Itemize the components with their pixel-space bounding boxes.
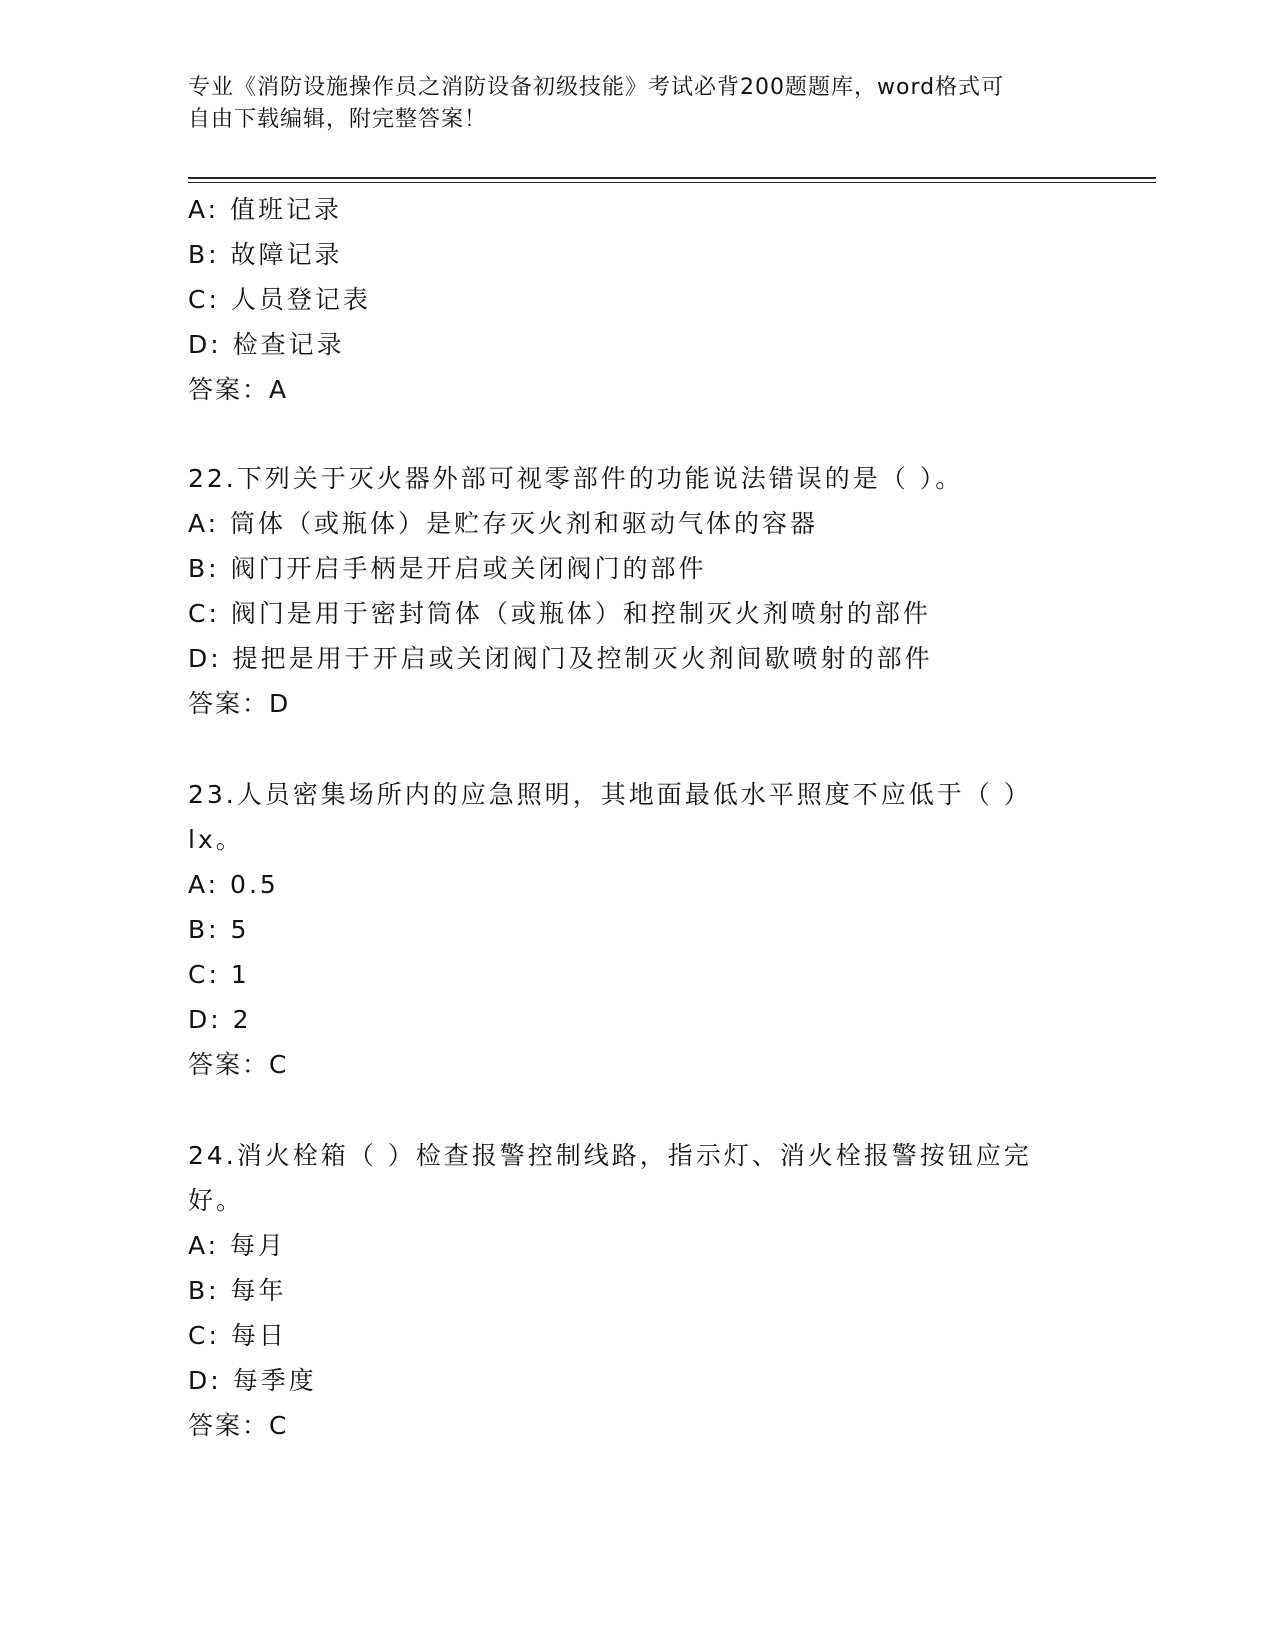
q21-option-a: A: 值班记录 [188, 195, 343, 224]
q24-answer: 答案：C [188, 1411, 289, 1440]
q22-option-c: C: 阀门是用于密封筒体（或瓶体）和控制灭火剂喷射的部件 [188, 599, 931, 628]
q23-question-line-1: 23.人员密集场所内的应急照明，其地面最低水平照度不应低于（ ） [188, 780, 1032, 809]
header-rule-thin [188, 182, 1156, 183]
q23-answer: 答案：C [188, 1050, 289, 1079]
header-line-1: 专业《消防设施操作员之消防设备初级技能》考试必背200题题库，word格式可 [188, 75, 1005, 100]
q21-answer: 答案：A [188, 375, 289, 404]
q24-option-c: C: 每日 [188, 1321, 287, 1350]
q23-option-c: C: 1 [188, 960, 250, 989]
document-header [188, 72, 1088, 136]
header-rule-thick [188, 177, 1156, 179]
q24-question-line-1: 24.消火栓箱（ ）检查报警控制线路，指示灯、消火栓报警按钮应完 [188, 1141, 1032, 1170]
q24-option-b: B: 每年 [188, 1276, 287, 1305]
q22-option-d: D: 提把是用于开启或关闭阀门及控制灭火剂间歇喷射的部件 [188, 644, 933, 673]
q22-question: 22.下列关于灭火器外部可视零部件的功能说法错误的是（ ）。 [188, 464, 964, 493]
q23-option-d: D: 2 [188, 1005, 252, 1034]
q23-option-a: A: 0.5 [188, 870, 279, 899]
q21-option-b: B: 故障记录 [188, 240, 343, 269]
q24-option-a: A: 每月 [188, 1231, 287, 1260]
q23-question-line-2: lx。 [188, 825, 244, 854]
q23-option-b: B: 5 [188, 915, 250, 944]
q24-question-line-2: 好。 [188, 1186, 245, 1215]
q21-option-c: C: 人员登记表 [188, 285, 371, 314]
q22-option-a: A: 筒体（或瓶体）是贮存灭火剂和驱动气体的容器 [188, 509, 819, 538]
q21-option-d: D: 检查记录 [188, 330, 345, 359]
q22-option-b: B: 阀门开启手柄是开启或关闭阀门的部件 [188, 554, 707, 583]
q24-option-d: D: 每季度 [188, 1366, 317, 1395]
header-line-2: 自由下载编辑，附完整答案！ [188, 107, 488, 132]
q22-answer: 答案：D [188, 689, 291, 718]
